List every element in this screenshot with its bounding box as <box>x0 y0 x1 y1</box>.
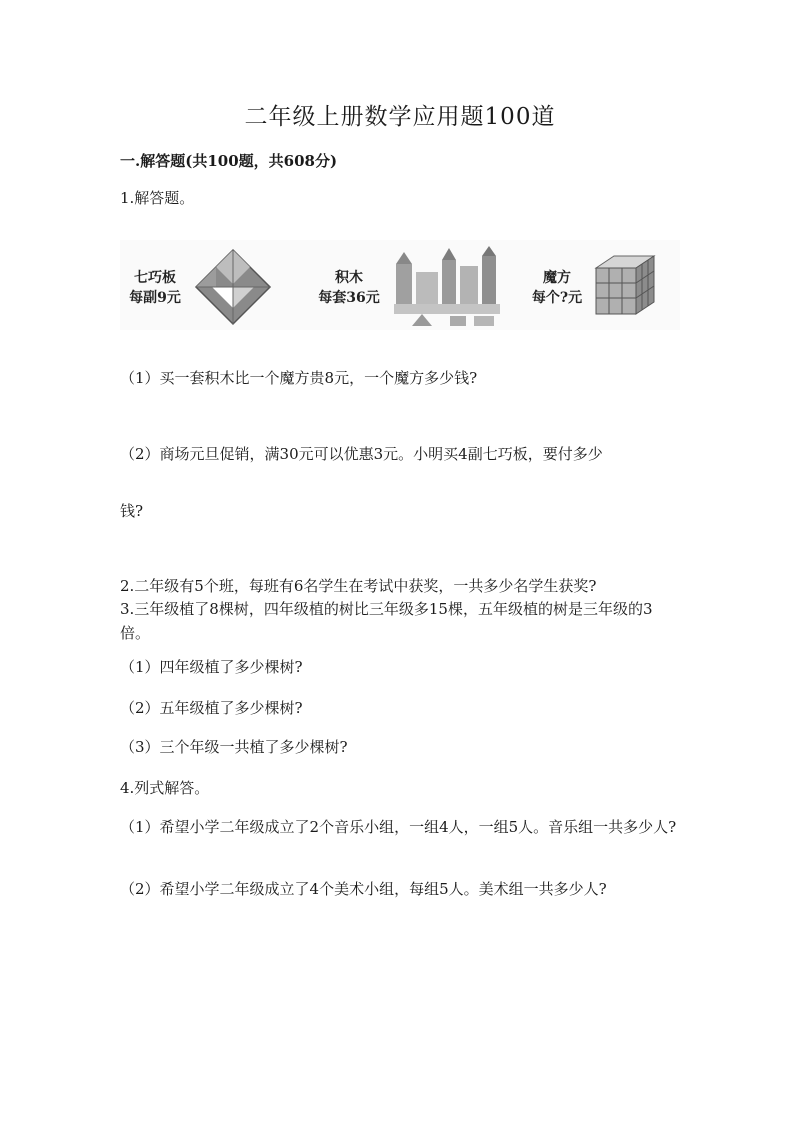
page-title: 二年级上册数学应用题100道 <box>244 104 556 130</box>
question-3-sub-3: （3）三个年级一共植了多少棵树? <box>120 738 348 756</box>
question-4-stem: 4.列式解答。 <box>120 779 210 797</box>
question-2-stem: 2.二年级有5个班，每班有6名学生在考试中获奖，一共多少名学生获奖? <box>120 577 597 595</box>
tangram-image <box>192 246 274 328</box>
tangram-label <box>122 268 188 308</box>
question-3-stem: 3.三年级植了8棵树，四年级植的树比三年级多15棵，五年级植的树是三年级的3倍。 <box>120 600 653 642</box>
question-3-sub-1: （1）四年级植了多少棵树? <box>120 658 303 676</box>
tangram-name: 七巧板 <box>134 270 176 286</box>
tangram-price: 每副9元 <box>129 290 181 306</box>
question-1-stem: 1.解答题。 <box>120 189 195 207</box>
section-header: 一.解答题(共100题，共608分) <box>120 152 338 170</box>
cube-name: 魔方 <box>543 270 571 286</box>
rubiks-cube-image <box>590 250 660 320</box>
question-4-sub-2: （2）希望小学二年级成立了4个美术小组，每组5人。美术组一共多少人? <box>120 880 607 898</box>
blocks-image <box>392 244 502 328</box>
blocks-label <box>312 268 386 308</box>
blocks-price: 每套36元 <box>318 290 380 306</box>
question-1-sub-2-line-1: （2）商场元旦促销，满30元可以优惠3元。小明买4副七巧板，要付多少 <box>120 445 603 463</box>
question-4-sub-1: （1）希望小学二年级成立了2个音乐小组，一组4人，一组5人。音乐组一共多少人? <box>120 818 677 836</box>
cube-label <box>524 268 590 308</box>
question-3-sub-2: （2）五年级植了多少棵树? <box>120 699 303 717</box>
blocks-name: 积木 <box>335 270 363 286</box>
question-1-figure <box>120 240 680 330</box>
question-1-sub-2-line-2: 钱? <box>120 502 144 520</box>
cube-price: 每个?元 <box>531 290 583 306</box>
question-1-sub-1: （1）买一套积木比一个魔方贵8元，一个魔方多少钱? <box>120 369 478 387</box>
